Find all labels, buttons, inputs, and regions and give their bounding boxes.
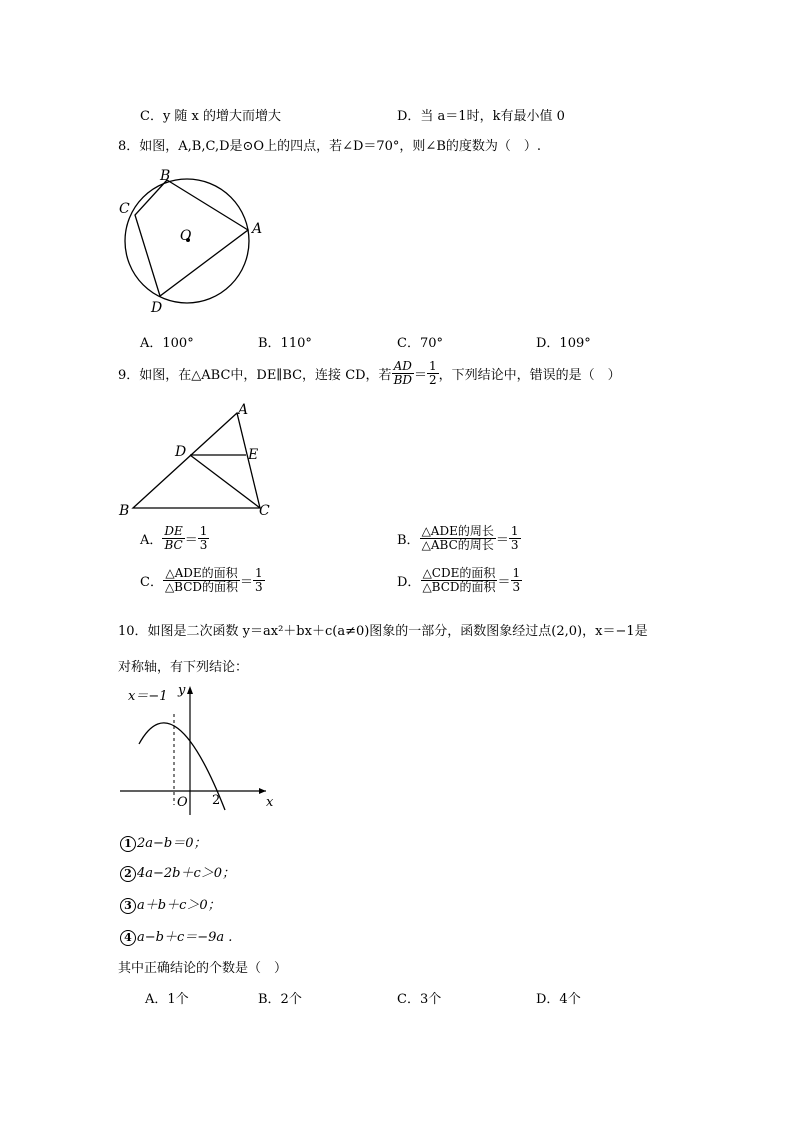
q9-opt-a-prefix: A． — [140, 532, 163, 548]
label-axis-line: x＝−1 — [128, 689, 168, 704]
frac-den: 3 — [255, 579, 263, 594]
frac-num: 1 — [510, 524, 519, 538]
item-text: 2a−b＝0； — [137, 836, 207, 851]
frac-num: 1 — [199, 524, 208, 538]
q9-stem-post: ，下列结论中，错误的是（ ） — [438, 367, 621, 383]
x-axis-arrow — [259, 788, 266, 794]
frac-den: △BCD的面积 — [422, 579, 496, 594]
q9-opt-b-prefix: B． — [397, 532, 420, 548]
q7-option-c: C．y 随 x 的增大而增大 — [140, 109, 282, 124]
frac-den: BC — [164, 537, 183, 552]
item-text: 4a−2b＋c＞0； — [137, 866, 236, 881]
q9-opt-c-value — [253, 567, 265, 593]
q10-option-b: B．2个 — [258, 992, 302, 1007]
label-y: y — [178, 683, 186, 698]
label-a: A — [252, 221, 263, 237]
equals: ＝ — [495, 532, 509, 548]
q9-option-d — [397, 567, 522, 593]
q10-stem-line1: 10．如图是二次函数 y＝ax²＋bx＋c(a≠0)图象的一部分，函数图象经过点(2,0)，x＝−1是 — [118, 624, 648, 639]
q10-stem-line2: 对称轴，有下列结论： — [118, 660, 249, 675]
item-text: a−b＋c＝−9a . — [137, 930, 233, 945]
q10-item-2 — [120, 862, 235, 882]
equals: ＝ — [184, 532, 198, 548]
label-c: C — [119, 201, 130, 217]
q9-triangle-figure — [112, 398, 282, 520]
frac-num: DE — [164, 524, 183, 538]
q10-parabola-graph — [115, 680, 285, 815]
q9-stem-pre: 9．如图，在△ABC中，DE∥BC，连接 CD，若 — [118, 367, 392, 383]
q10-item-4 — [120, 926, 232, 946]
y-axis-arrow — [187, 686, 193, 694]
q8-stem: 8．如图，A,B,C,D是⊙O上的四点，若∠D＝70°，则∠B的度数为（ ）. — [118, 139, 542, 154]
q9-opt-d-value — [511, 567, 523, 593]
q7-option-d: D．当 a＝1时，k有最小值 0 — [397, 109, 565, 124]
label-x: x — [266, 795, 274, 810]
circled-number-3: 3 — [120, 898, 136, 914]
q9-stem — [118, 360, 621, 386]
circled-number-4: 4 — [120, 930, 136, 946]
label-a: A — [238, 402, 249, 418]
q9-frac-num: AD — [393, 359, 412, 373]
q9-opt-c-prefix: C． — [140, 574, 163, 590]
circled-number-2: 2 — [120, 866, 136, 882]
q10-item-1 — [120, 832, 207, 852]
q9-opt-c-fraction — [163, 567, 240, 593]
q8-option-b: B．110° — [258, 336, 312, 351]
q8-circle-figure — [110, 162, 280, 322]
q10-option-d: D．4个 — [536, 992, 581, 1007]
q9-opt-a-value — [198, 525, 210, 551]
equals: ＝ — [497, 574, 511, 590]
q8-option-a: A．100° — [140, 336, 194, 351]
equals: ＝ — [240, 574, 254, 590]
q9-option-b — [397, 525, 521, 551]
label-b: B — [160, 168, 171, 184]
label-e: E — [248, 447, 259, 463]
label-d: D — [151, 300, 163, 316]
q10-item-3 — [120, 894, 221, 914]
q9-opt-d-prefix: D． — [397, 574, 421, 590]
q9-val-den: 2 — [429, 372, 437, 387]
circled-number-1: 1 — [120, 836, 136, 852]
frac-den: 3 — [512, 579, 521, 594]
frac-num: 1 — [255, 566, 263, 580]
frac-num: △CDE的面积 — [422, 566, 496, 580]
item-text: a＋b＋c＞0； — [137, 898, 221, 913]
q9-opt-b-value — [509, 525, 521, 551]
frac-den: 3 — [510, 537, 519, 552]
q8-option-d: D．109° — [536, 336, 591, 351]
q9-frac-den: BD — [393, 372, 413, 387]
q9-option-c — [140, 567, 265, 593]
q10-question: 其中正确结论的个数是（ ） — [118, 961, 288, 976]
q9-opt-a-fraction — [162, 525, 184, 551]
frac-num: 1 — [512, 566, 521, 580]
q9-stem-fraction — [392, 360, 414, 386]
q10-option-c: C．3个 — [397, 992, 442, 1007]
q9-value-fraction — [427, 360, 439, 386]
label-d: D — [175, 444, 187, 460]
frac-den: 3 — [199, 537, 208, 552]
q9-option-a — [140, 525, 209, 551]
q10-option-a: A．1个 — [145, 992, 189, 1007]
q8-option-c: C．70° — [397, 336, 443, 351]
frac-num: △ADE的周长 — [421, 524, 494, 538]
frac-den: △ABC的周长 — [421, 537, 494, 552]
q9-opt-d-fraction — [420, 567, 497, 593]
q9-opt-b-fraction — [420, 525, 496, 551]
q9-equals: ＝ — [414, 367, 428, 383]
q9-val-num: 1 — [429, 359, 437, 373]
label-two: 2 — [212, 793, 221, 808]
frac-den: △BCD的面积 — [164, 579, 239, 594]
label-c: C — [259, 503, 270, 519]
label-b: B — [119, 503, 130, 519]
frac-num: △ADE的面积 — [165, 566, 238, 580]
label-o: O — [180, 228, 192, 244]
label-origin: O — [177, 795, 188, 810]
